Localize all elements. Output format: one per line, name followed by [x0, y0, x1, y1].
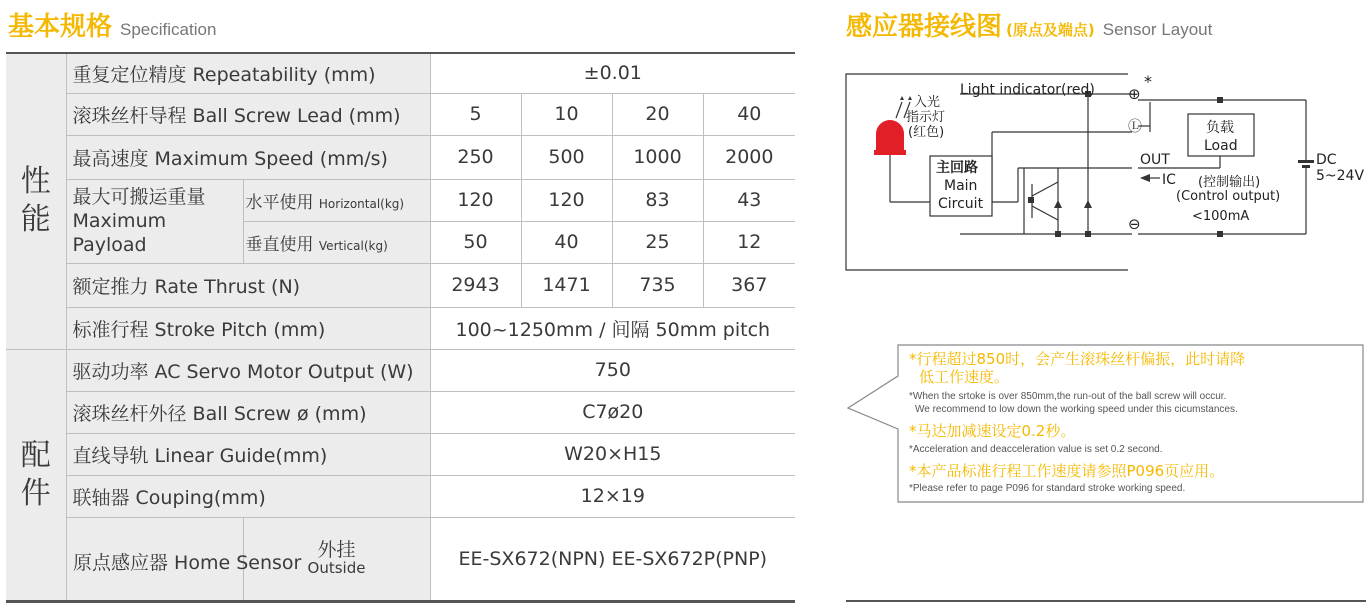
l-terminal-icon: Ⓛ — [1128, 119, 1142, 135]
out-label: OUT — [1140, 152, 1170, 168]
table-row — [6, 307, 795, 349]
thrust-value: 2943 — [430, 263, 521, 307]
coupling-value: 12×19 — [430, 475, 795, 517]
group-parts: 配 件 — [6, 349, 66, 601]
sensor-title-note: (原点及端点) — [1006, 21, 1095, 39]
table-row — [6, 179, 795, 221]
light-indicator-label: Light indicator(red) — [960, 82, 1095, 98]
dc-label: DC — [1316, 152, 1337, 168]
minus-terminal-icon: ⊖ — [1128, 215, 1141, 233]
payload-horizontal-value: 83 — [612, 179, 703, 221]
asterisk-mark: * — [1144, 72, 1152, 91]
note-item: *本产品标准行程工作速度请参照P096页应用。 *Please refer to page P096 for standard stroke working speed. — [909, 462, 1225, 494]
screw-od-label: 滚珠丝杆外径 Ball Screw ø (mm) — [66, 391, 430, 433]
lead-value: 10 — [521, 93, 612, 135]
thrust-value: 1471 — [521, 263, 612, 307]
thrust-value: 735 — [612, 263, 703, 307]
diode-icon — [1084, 200, 1092, 208]
home-sensor-value: EE-SX672(NPN) EE-SX672P(PNP) — [430, 517, 795, 601]
table-row — [6, 349, 795, 391]
lead-label: 滚珠丝杆导程 Ball Screw Lead (mm) — [66, 93, 430, 135]
repeatability-value: ±0.01 — [430, 53, 795, 93]
payload-vertical-value: 12 — [703, 221, 795, 263]
led-label-1: 入光 — [914, 95, 941, 110]
control-output-en: (Control output) — [1176, 189, 1281, 204]
speed-value: 1000 — [612, 135, 703, 179]
table-row — [6, 53, 795, 93]
thrust-value: 367 — [703, 263, 795, 307]
table-row — [6, 135, 795, 179]
ic-label: IC — [1162, 172, 1176, 188]
note-item: *行程超过850时，会产生滚珠丝杆偏振，此时请降 低工作速度。 *When the srtoke is over 850mm,the run-out of the ball screw will occur. We recommend to low down the working speed under this cicumstances. — [909, 350, 1246, 415]
spec-section-title — [8, 6, 216, 43]
table-row — [6, 433, 795, 475]
table-row — [6, 93, 795, 135]
thrust-label: 额定推力 Rate Thrust (N) — [66, 263, 430, 307]
stroke-value: 100~1250mm / 间隔 50mm pitch — [430, 307, 795, 349]
payload-horizontal-value: 43 — [703, 179, 795, 221]
guide-label: 直线导轨 Linear Guide(mm) — [66, 433, 430, 475]
speed-label: 最高速度 Maximum Speed (mm/s) — [66, 135, 430, 179]
battery-icon — [1298, 160, 1314, 168]
motor-value: 750 — [430, 349, 795, 391]
speed-value: 500 — [521, 135, 612, 179]
notes-list — [909, 350, 1359, 499]
led-indicator-icon — [876, 120, 904, 152]
table-row — [6, 263, 795, 307]
note-item: *马达加减速设定0.2秒。 *Acceleration and deacceleration value is set 0.2 second. — [909, 422, 1163, 455]
lead-value: 20 — [612, 93, 703, 135]
led-label-2: 指示灯 — [906, 110, 946, 125]
payload-vertical-value: 40 — [521, 221, 612, 263]
payload-vertical-label: 垂直使用 Vertical(kg) — [243, 221, 430, 263]
dc-voltage-label: 5~24V — [1316, 168, 1364, 184]
load-en: Load — [1204, 138, 1238, 154]
stroke-label: 标准行程 Stroke Pitch (mm) — [66, 307, 430, 349]
mount-en: Outside — [307, 558, 366, 577]
lead-value: 40 — [703, 93, 795, 135]
coupling-label: 联轴器 Couping(mm) — [66, 475, 430, 517]
led-label-3: (红色) — [908, 125, 945, 140]
screw-od-value: C7ø20 — [430, 391, 795, 433]
load-cn: 负载 — [1206, 120, 1234, 136]
guide-value: W20×H15 — [430, 433, 795, 475]
motor-label: 驱动功率 AC Servo Motor Output (W) — [66, 349, 430, 391]
ic-arrow-icon — [1140, 174, 1150, 182]
sensor-title-en: Sensor Layout — [1102, 20, 1213, 39]
main-circuit-en-2: Circuit — [938, 196, 984, 212]
group-performance: 性 能 — [6, 53, 66, 349]
repeatability-label: 重复定位精度 Repeatability (mm) — [66, 53, 430, 93]
payload-label-en: Maximum Payload — [72, 210, 167, 256]
payload-label-cn: 最大可搬运重量 — [72, 186, 206, 208]
spec-title-cn: 基本规格 — [8, 12, 113, 42]
payload-vertical-value: 25 — [612, 221, 703, 263]
table-row — [6, 475, 795, 517]
table-row — [6, 391, 795, 433]
spec-table — [6, 52, 795, 603]
spec-title-en: Specification — [120, 20, 217, 39]
payload-vertical-value: 50 — [430, 221, 521, 263]
main-circuit-cn: 主回路 — [936, 160, 978, 176]
payload-horizontal-label: 水平使用 Horizontal(kg) — [243, 179, 430, 221]
sensor-wiring-diagram — [844, 72, 1364, 272]
sensor-title-cn: 感应器接线图 — [846, 12, 1003, 42]
lead-value: 5 — [430, 93, 521, 135]
control-output-cn: (控制输出) — [1198, 175, 1261, 190]
payload-horizontal-value: 120 — [521, 179, 612, 221]
diode-icon — [1054, 200, 1062, 208]
sensor-section-title — [846, 6, 1212, 43]
speed-value: 250 — [430, 135, 521, 179]
current-label: <100mA — [1192, 209, 1250, 224]
home-sensor-label-text: 原点感应器 Home Sensor — [73, 552, 302, 574]
payload-horizontal-value: 120 — [430, 179, 521, 221]
main-circuit-en-1: Main — [944, 178, 978, 194]
speed-value: 2000 — [703, 135, 795, 179]
mount-cn: 外挂 — [317, 538, 356, 561]
bottom-rule — [846, 600, 1366, 602]
payload-label — [66, 179, 243, 263]
plus-terminal-icon: ⊕ — [1128, 85, 1141, 103]
